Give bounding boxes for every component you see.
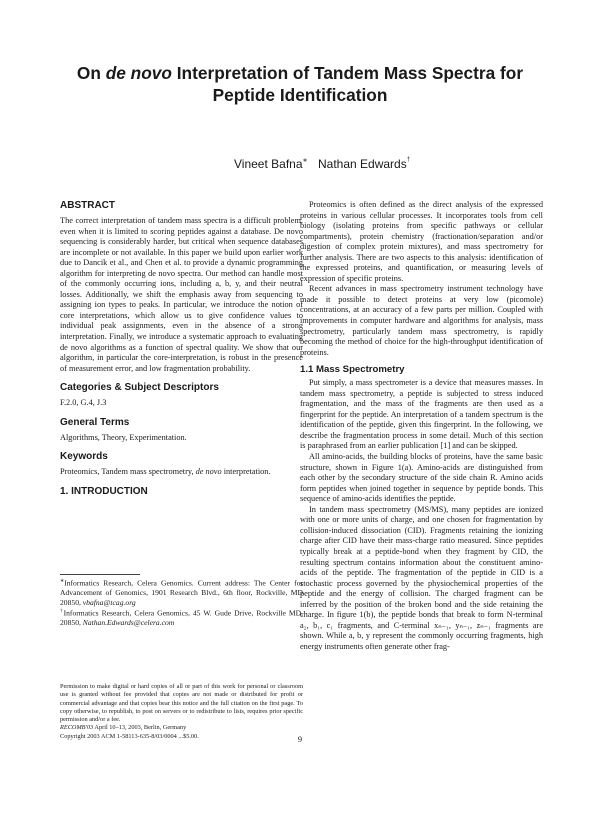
categories-text: F.2.0, G.4, J.3 (60, 398, 107, 408)
left-column (60, 200, 303, 502)
paragraph-proteomics: Proteomics is often defined as the direct analysis of the expressed proteins in various cellular processes. It incorporates tools from cell biology (isolating proteins from specific pathways or cellular compartments), protein chemistry (fractionation/separation and/or digestion of complex protein mixtures), and mass spectrometry for further analysis. There are two aspects to this analysis: identification of the expressed proteins, and quantification, or measuring levels of expression of specific proteins. (300, 200, 543, 283)
right-column (300, 200, 543, 652)
paper-title (60, 62, 540, 106)
paragraph-mass-spec: Put simply, a mass spectrometer is a device that measures masses. In tandem mass spectrometry, a peptide is subjected to stress induced fragmentation, and the mass of the fragments are then used as a fingerprint for the peptide. An interpretation of a tandem spectrum is the identification of the peptide, given this fingerprint. In the following, we describe the fragmentation process in some detail. Much of this section is paraphrased from an earlier publication [1] and can be skipped. (300, 378, 543, 451)
paragraph-msms: In tandem mass spectrometry (MS/MS), many peptides are ionized with one or more units of charge, and one chosen for fragmentation by collision-induced dissociation (CID). Fragments retaining the ionizing charge after CID have their mass-charge ratio measured. Since peptides typically break at a peptide-bond when they fragment by CID, the resulting spectrum contains information about the constituent amino-acids of the peptide. The fragmentation of the peptide in CID is a stochastic process governed by the physiochemical properties of the peptide and the energy of collision. The charged fragment can be inferred by the position of the broken bond and the side retaining the charge. In figure 1(b), the peptide bonds that break to form N-terminal a₂, b₁, c₁ fragments, and C-terminal xₙ₋₁, yₙ₋₁, zₙ₋₁ fragments are shown. While a, b, y represent the commonly occurring fragments, high energy instruments often generate other frag- (300, 504, 543, 651)
permission-text: Permission to make digital or hard copies of all or part of this work for personal or classroom use is granted without fee provided that copies are not made or distributed for profit or commercial advantage and that copies bear this notice and the full citation on the first page. To copy otherwise, to republish, to post on servers or to redistribute to lists, requires prior specific permission and/or a fee. (60, 683, 303, 724)
footnote-1: ∗Informatics Research, Celera Genomics. Current address: The Center for Advancement of Genomics, 1901 Research Blvd., 6th floor, Rockville, MD 20850, vbafna@tcag.org (60, 578, 303, 607)
title-line2: Peptide Identification (212, 85, 388, 105)
title-text: On (76, 63, 106, 83)
footnote-rule (60, 574, 140, 575)
copyright-line: Copyright 2003 ACM 1-58113-635-8/03/0004 ...$5.00. (60, 732, 199, 740)
venue-line: RECOMB'03 April 10–13, 2003, Berlin, Germany (60, 724, 187, 732)
keywords-heading: Keywords (60, 451, 108, 463)
title-text-rest: Interpretation of Tandem Mass Spectra for (171, 63, 524, 83)
title-italic: de novo (105, 63, 172, 83)
permission-block (60, 683, 303, 741)
section-heading-mass-spectrometry: 1.1 Mass Spectrometry (300, 364, 405, 376)
footnote-2: †Informatics Research, Celera Genomics, 45 W. Gude Drive, Rockville MD, 20850, Nathan.Edwards@celera.com (60, 608, 303, 628)
paragraph-amino-acids: All amino-acids, the building blocks of proteins, have the same basic structure, shown in Figure 1(a). Amino-acids are distinguished from each other by the secondary structure of the side chain R. Amino acids form peptides when joined together in sequence by peptide bonds. This sequence of amino-acids identifies the peptide. (300, 452, 543, 504)
paragraph-advances: Recent advances in mass spectrometry instrument technology have made it possible to detect proteins at very low (picomole) concentrations, at an accuracy of a few parts per million. Coupled with improvements in computer hardware and algorithms for analysis, mass spectrometry, particularly tandem mass spectrometry, is rapidly becoming the method of choice for the high-throughput identification of proteins. (300, 284, 543, 357)
author-2: Nathan Edwards† (318, 157, 411, 171)
author-1: Vineet Bafna∗ (234, 157, 308, 171)
general-terms-heading: General Terms (60, 416, 130, 428)
categories-heading: Categories & Subject Descriptors (60, 382, 219, 394)
introduction-heading: 1. INTRODUCTION (60, 485, 148, 497)
general-terms-text: Algorithms, Theory, Experimentation. (60, 432, 187, 442)
abstract-heading: ABSTRACT (60, 200, 115, 211)
page-number: 9 (297, 735, 303, 744)
keywords-text: Proteomics, Tandem mass spectrometry, de novo interpretation. (60, 467, 271, 477)
abstract-text: The correct interpretation of tandem mass spectra is a difficult problem, even when it is limited to scoring peptides against a database. De novo sequencing is considerably harder, but critical when sequence databases are incomplete or not available. In this paper we build upon earlier work due to Dancik et al., and Chen et al. to provide a dynamic programming algorithm for interpreting de novo spectra. Our method can handle most of the commonly occurring ions, including a, b, y, and their neutral losses. Additionally, we shift the emphasis away from sequencing to assigning ion types to peaks. In particular, we introduce the notion of core interpretations, which allow us to give confidence values to individual peak assignments, even in the absence of a strong interpretation. Finally, we introduce a systematic approach to evaluating de novo algorithms as a function of spectral quality. We show that our algorithm, in particular the core-interpretation, is robust in the presence of measurement error, and low fragmentation probability. (60, 216, 303, 373)
